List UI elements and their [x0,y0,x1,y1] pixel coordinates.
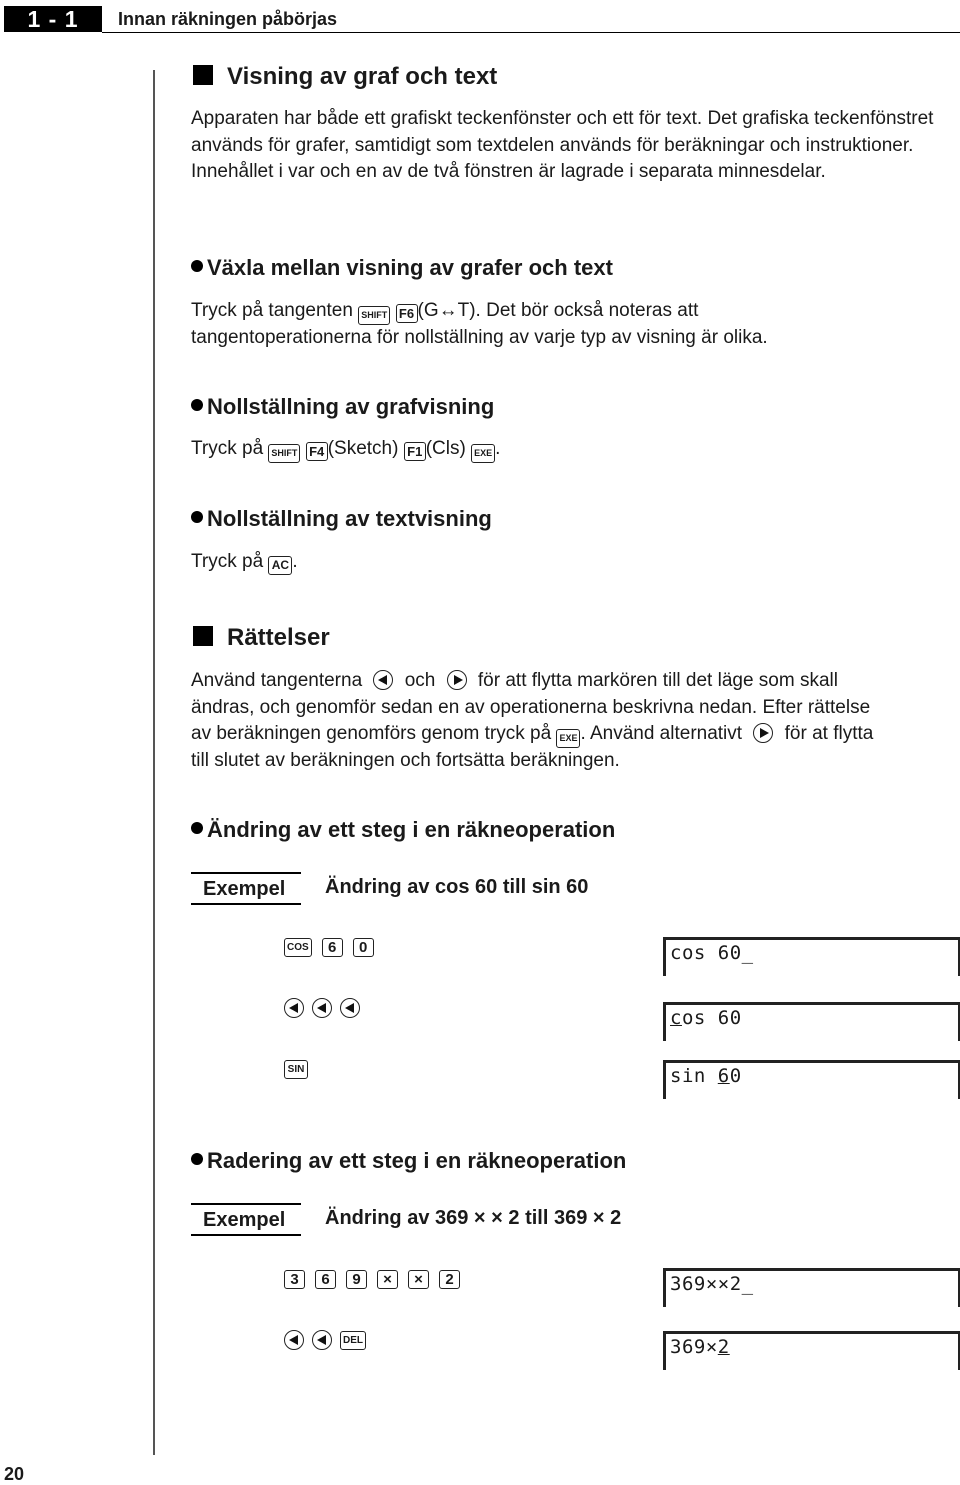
page-number: 20 [4,1464,25,1484]
subheading-toggle [191,254,613,282]
dot-bullet-icon [191,399,203,411]
multiply-key-icon: × [377,1270,398,1289]
exe-key-icon: EXE [471,444,495,463]
right-arrow-key-icon [753,723,773,743]
display-text: cos 60 [670,1007,742,1029]
key-sequence-2 [284,998,360,1018]
exe-key-icon: EXE [556,729,580,748]
display-screen [663,1268,960,1307]
left-arrow-key-icon [284,1330,304,1350]
clear-text-paragraph: Tryck på AC . [191,549,960,576]
subheading-delete-step [191,1147,626,1175]
f1-key-icon: F1 [404,442,426,461]
example-description: Ändring av cos 60 till sin 60 [325,876,589,898]
clear-graph-paragraph: Tryck på SHIFT F4 (Sketch) F1 (Cls) EXE . [191,436,960,463]
display-text: 369×2 [670,1336,730,1358]
digit-6-key-icon: 6 [322,938,343,957]
subheading-text: Växla mellan visning av grafer och text [207,255,613,280]
cursor-char: 2 [717,1336,730,1358]
toggle-paragraph: Tryck på tangenten SHIFT F6 (G↔T). Det bör också noteras att tangentoperationerna för nollställning av varje typ av visning är olika. [191,300,768,348]
section-heading-corrections [193,623,330,653]
right-arrow-key-icon [447,670,467,690]
subheading-clear-text [191,505,492,533]
digit-0-key-icon: 0 [353,938,374,957]
key-sequence-1 [284,938,374,957]
section-heading-display [193,62,497,92]
digit-6-key-icon: 6 [315,1270,336,1289]
left-arrow-key-icon [312,998,332,1018]
chapter-title: Innan räkningen påbörjas [118,9,338,29]
display-screen [663,1331,960,1370]
multiply-key-icon: × [408,1270,429,1289]
intro-paragraph: Apparaten har både ett grafiskt teckenfönster och ett för text. Det grafiska teckenfönstret används för grafer, samtidigt som textdelen används för beräkningar och instruktioner. Innehållet i var och en av de två fönstren är lagrade i separata minnesdelar. [191,108,934,182]
corrections-paragraph: Använd tangenterna och för att flytta markören till det läge som skall ändras, och genomför sedan en av operationerna beskrivna nedan. Efter rättelse av beräkningen genomförs genom tryck på EXE . Använd alternativt för at flytta till slutet av beräkningen och fortsätta beräkningen. [191,670,874,771]
key-sequence-5 [284,1330,366,1350]
left-arrow-key-icon [284,998,304,1018]
subheading-text: Radering av ett steg i en räkneoperation [207,1148,627,1173]
cursor-char: 6 [717,1065,730,1087]
section-number: 1 - 1 [4,6,102,32]
example-label: Exempel [191,872,301,905]
header-rule [102,32,960,33]
ac-key-icon: AC [268,556,292,575]
f4-key-icon: F4 [306,442,328,461]
cos-key-icon: COS [284,938,312,957]
display-screen [663,937,960,976]
del-key-icon: DEL [340,1331,366,1350]
display-text: sin 60 [670,1065,742,1087]
margin-rule [153,70,155,1455]
section-heading-text: Rättelser [227,624,330,651]
dot-bullet-icon [191,822,203,834]
dot-bullet-icon [191,260,203,272]
square-bullet-icon [193,65,213,85]
square-bullet-icon [193,626,213,646]
left-arrow-key-icon [373,670,393,690]
f6-key-icon: F6 [396,304,418,323]
subheading-clear-graph [191,393,494,421]
key-sequence-3 [284,1060,308,1079]
shift-key-icon: SHIFT [268,444,300,463]
dot-bullet-icon [191,511,203,523]
subheading-text: Ändring av ett steg i en räkneoperation [207,817,616,842]
subheading-text: Nollställning av grafvisning [207,394,495,419]
digit-9-key-icon: 9 [346,1270,367,1289]
example-description: Ändring av 369 × × 2 till 369 × 2 [325,1207,622,1229]
dot-bullet-icon [191,1153,203,1165]
digit-3-key-icon: 3 [284,1270,305,1289]
display-text: cos 60_ [670,942,754,964]
digit-2-key-icon: 2 [439,1270,460,1289]
left-arrow-key-icon [340,998,360,1018]
cursor-char: c [670,1007,682,1029]
display-screen [663,1060,960,1099]
subheading-change-step [191,816,615,844]
display-screen [663,1002,960,1041]
shift-key-icon: SHIFT [358,306,390,325]
example-label: Exempel [191,1203,301,1236]
sin-key-icon: SIN [284,1060,308,1079]
key-sequence-4 [284,1270,460,1289]
left-arrow-key-icon [312,1330,332,1350]
section-heading-text: Visning av graf och text [227,63,498,90]
display-text: 369××2_ [670,1273,754,1295]
subheading-text: Nollställning av textvisning [207,506,492,531]
